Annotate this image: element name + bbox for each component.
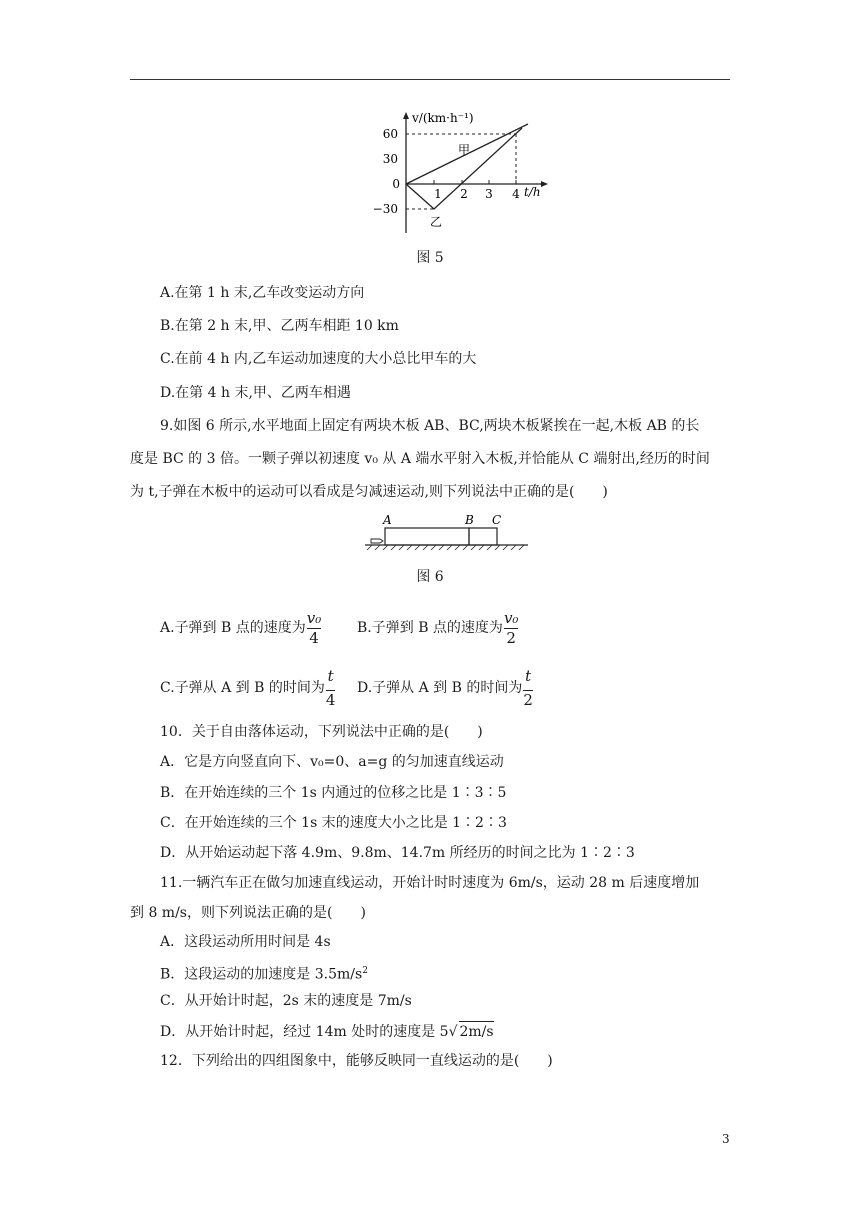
q10-option-d: D．从开始运动起下落 4.9m、9.8m、14.7m 所经历的时间之比为 1∶2∶3 [160,845,635,861]
fraction-t-over-2 [523,666,533,709]
q11-option-b-text: B．这段运动的加速度是 3.5m/s [160,966,363,983]
y-tick-30: 30 [382,152,398,166]
q8-option-a: A.在第 1 h 末,乙车改变运动方向 [160,285,365,301]
q9-option-a-text: A.子弹到 B 点的速度为 [160,620,306,636]
y-tick-0: 0 [392,177,400,191]
q9-option-c [160,668,335,708]
q10-stem: 10．关于自由落体运动，下列说法中正确的是( ) [160,724,483,740]
point-b-label: B [465,513,474,527]
q11-option-a: A．这段运动所用时间是 4s [160,934,331,950]
point-c-label: C [492,513,502,527]
q9-option-c-text: C.子弹从 A 到 B 的时间为 [160,680,325,696]
x-tick-1: 1 [434,187,442,201]
radicand: 2m/s [459,1021,494,1042]
q11-option-d-text: D．从开始计时起，经过 14m 处时的速度是 5 [160,1024,449,1040]
fraction-numerator: t [326,669,336,691]
fraction-denominator: 4 [309,628,319,647]
q11-stem-line2: 到 8 m/s，则下列说法正确的是( ) [130,905,366,921]
fraction-denominator: 2 [523,690,533,709]
q12-stem: 12．下列给出的四组图象中，能够反映同一直线运动的是( ) [160,1053,553,1069]
q8-option-c: C.在前 4 h 内,乙车运动加速度的大小总比甲车的大 [160,351,477,367]
fraction-numerator: t [523,669,533,691]
fraction-denominator: 4 [325,690,336,709]
q8-option-b: B.在第 2 h 末,甲、乙两车相距 10 km [160,318,399,334]
x-axis-label: t/h [524,185,541,199]
x-tick-4: 4 [512,187,520,201]
fraction-v0-over-2 [503,608,519,647]
sqrt-icon: √ [448,1024,458,1040]
bullet-icon [371,539,383,543]
q9-stem-line1: 9.如图 6 所示,水平地面上固定有两块木板 AB、BC,两块木板紧挨在一起,木板 AB 的长 [160,418,700,434]
figure-6-boards [365,512,530,550]
q9-stem-line2: 度是 BC 的 3 倍。一颗子弹以初速度 v₀ 从 A 端水平射入木板,并恰能从 C 端射出,经历的时间 [130,451,710,467]
q11-option-c: C．从开始计时起，2s 末的速度是 7m/s [160,993,412,1009]
q9-option-a [160,608,321,648]
y-axis-label: v/(km·h⁻¹) [412,111,474,125]
q11-option-b [160,961,368,985]
label-yi: 乙 [430,215,443,229]
q9-option-d-text: D.子弹从 A 到 B 的时间为 [357,680,523,696]
page-number: 3 [722,1132,730,1146]
q10-option-a: A．它是方向竖直向下、v₀=0、a=g 的匀加速直线运动 [160,754,504,770]
figure-5-caption: 图 5 [416,250,444,266]
fraction-numerator: v₀ [306,608,322,627]
q9-option-b-text: B.子弹到 B 点的速度为 [357,620,503,636]
q11-option-d [160,1021,494,1042]
q9-stem-line3: 为 t,子弹在木板中的运动可以看成是匀减速运动,则下列说法中正确的是( ) [130,484,608,500]
q9-option-d [357,668,533,708]
x-tick-2: 2 [460,187,468,201]
header-rule [130,79,730,80]
q11-stem-line1: 11.一辆汽车正在做匀加速直线运动，开始计时时速度为 6m/s，运动 28 m 后速度增加 [160,875,700,891]
label-jia: 甲 [458,143,471,157]
fraction-v0-over-4 [306,608,322,647]
q10-option-c: C．在开始连续的三个 1s 末的速度大小之比是 1∶2∶3 [160,815,507,831]
x-tick-3: 3 [485,187,493,201]
fraction-t-over-4 [325,666,336,709]
superscript-2: 2 [362,966,368,976]
fraction-denominator: 2 [506,628,516,647]
q10-option-b: B．在开始连续的三个 1s 内通过的位移之比是 1∶3∶5 [160,785,507,801]
y-tick-60: 60 [382,127,398,141]
q9-option-b [357,608,518,648]
q8-option-d: D.在第 4 h 末,甲、乙两车相遇 [160,385,351,401]
fraction-numerator: v₀ [503,608,519,627]
figure-6-caption: 图 6 [416,569,444,585]
y-tick-neg30: −30 [372,202,398,216]
point-a-label: A [383,513,392,527]
figure-5-vt-graph [360,108,560,238]
